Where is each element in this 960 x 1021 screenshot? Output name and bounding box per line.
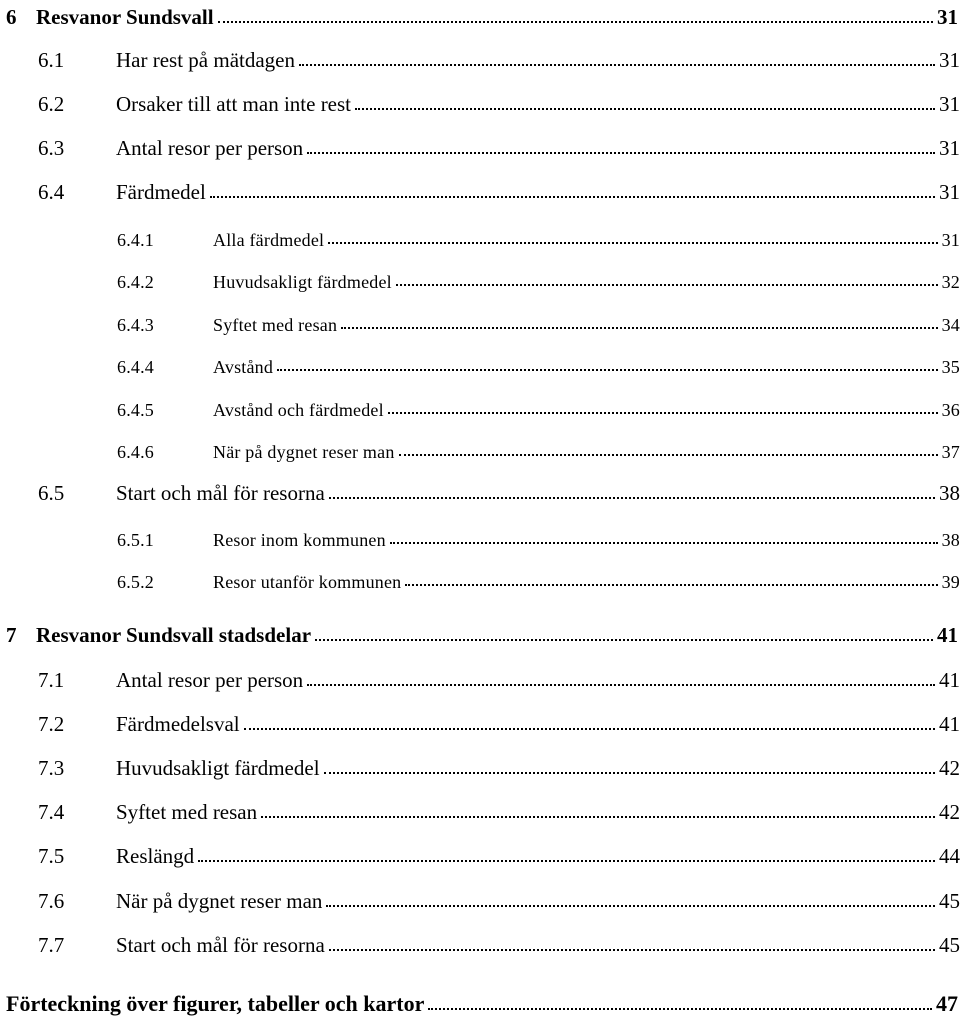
toc-entry-number: 7.7	[38, 933, 65, 957]
toc-entry-title: Resor utanför kommunen	[213, 572, 402, 592]
toc-entry-page: 44	[939, 844, 960, 868]
toc-entry-number: 7.6	[38, 889, 65, 913]
toc-entry-number: 6.5	[38, 481, 65, 505]
toc-entry[interactable]	[0, 795, 960, 825]
toc-entry-title: Resvanor Sundsvall	[36, 5, 214, 29]
toc-entry-page: 39	[941, 572, 960, 592]
dot-leader	[396, 284, 938, 286]
toc-entry-title: Antal resor per person	[116, 136, 304, 160]
toc-entry-page: 32	[941, 272, 960, 292]
dot-leader	[218, 21, 933, 23]
toc-entry[interactable]	[0, 563, 960, 593]
toc-entry-title: Färdmedel	[116, 180, 206, 204]
toc-entry[interactable]	[0, 521, 960, 551]
toc-entry-page: 34	[941, 315, 960, 335]
toc-entry-number: 7.4	[38, 800, 65, 824]
toc-entry-chapter-7[interactable]	[0, 618, 960, 648]
toc-entry[interactable]	[0, 928, 960, 958]
dot-leader	[277, 369, 938, 371]
dot-leader	[388, 412, 938, 414]
toc-entry[interactable]	[0, 43, 960, 73]
toc-entry-page: 41	[937, 623, 958, 647]
toc-entry-page: 41	[939, 668, 960, 692]
dot-leader	[299, 64, 935, 66]
toc-entry-title: Avstånd	[213, 357, 274, 377]
toc-entry-page: 31	[939, 48, 960, 72]
dot-leader	[355, 108, 935, 110]
toc-entry-page: 36	[941, 400, 960, 420]
dot-leader	[428, 1008, 932, 1010]
toc-entry[interactable]	[0, 884, 960, 914]
toc-entry-page: 31	[939, 136, 960, 160]
toc-entry[interactable]	[0, 707, 960, 737]
dot-leader	[307, 152, 935, 154]
toc-entry[interactable]	[0, 433, 960, 463]
toc-entry-title: Resor inom kommunen	[213, 530, 386, 550]
toc-entry-title: När på dygnet reser man	[116, 889, 323, 913]
toc-entry-title: Syftet med resan	[116, 800, 258, 824]
dot-leader	[198, 860, 935, 862]
toc-entry-title: Huvudsakligt färdmedel	[116, 756, 320, 780]
toc-entry-number: 6.1	[38, 48, 65, 72]
toc-entry-chapter-6[interactable]	[0, 0, 960, 30]
toc-entry-page: 41	[939, 712, 960, 736]
toc-entry-title: Huvudsakligt färdmedel	[213, 272, 392, 292]
toc-entry[interactable]	[0, 221, 960, 251]
dot-leader	[399, 454, 938, 456]
toc-entry-number: 7.5	[38, 844, 65, 868]
toc-entry-title: Resvanor Sundsvall stadsdelar	[36, 623, 312, 647]
toc-entry-number: 6	[6, 5, 17, 29]
toc-entry-page: 45	[939, 933, 960, 957]
toc-entry[interactable]	[0, 175, 960, 205]
toc-entry-title: Syftet med resan	[213, 315, 338, 335]
toc-entry-number: 6.4.1	[117, 230, 154, 250]
toc-entry-title: Start och mål för resorna	[116, 481, 325, 505]
toc-entry-number: 6.5.1	[117, 530, 154, 550]
toc-entry-number: 6.4	[38, 180, 65, 204]
toc-entry[interactable]	[0, 476, 960, 506]
toc-entry-number: 6.5.2	[117, 572, 154, 592]
toc-entry[interactable]	[0, 839, 960, 869]
toc-entry[interactable]	[0, 306, 960, 336]
toc-entry-title: Alla färdmedel	[213, 230, 325, 250]
toc-entry-number: 7.3	[38, 756, 65, 780]
toc-entry-page: 42	[939, 756, 960, 780]
toc-entry-page: 35	[941, 357, 960, 377]
toc-entry-number: 6.4.5	[117, 400, 154, 420]
toc-entry-page: 47	[936, 991, 958, 1016]
dot-leader	[328, 242, 937, 244]
toc-entry[interactable]	[0, 663, 960, 693]
toc-entry-number: 6.2	[38, 92, 65, 116]
toc-entry-page: 31	[939, 92, 960, 116]
toc-entry-title: Har rest på mätdagen	[116, 48, 296, 72]
toc-entry-page: 31	[941, 230, 960, 250]
dot-leader	[307, 684, 935, 686]
dot-leader	[210, 196, 935, 198]
toc-entry-number: 6.4.4	[117, 357, 154, 377]
toc-entry-title: Start och mål för resorna	[116, 933, 325, 957]
toc-entry-number: 6.4.2	[117, 272, 154, 292]
toc-entry[interactable]	[0, 348, 960, 378]
toc-entry-page: 38	[939, 481, 960, 505]
toc-entry-number: 6.4.6	[117, 442, 154, 462]
toc-entry-page: 31	[937, 5, 958, 29]
toc-entry-number: 7.1	[38, 668, 65, 692]
dot-leader	[315, 639, 933, 641]
toc-entry-page: 38	[941, 530, 960, 550]
toc-entry-title: Färdmedelsval	[116, 712, 240, 736]
dot-leader	[341, 327, 937, 329]
dot-leader	[329, 949, 935, 951]
toc-entry[interactable]	[0, 87, 960, 117]
dot-leader	[326, 905, 935, 907]
toc-entry-title: Reslängd	[116, 844, 195, 868]
toc-entry-list-of-figures[interactable]	[0, 987, 960, 1017]
dot-leader	[324, 772, 935, 774]
toc-entry[interactable]	[0, 391, 960, 421]
toc-entry-number: 7	[6, 623, 17, 647]
toc-entry-number: 7.2	[38, 712, 65, 736]
toc-entry-title: Antal resor per person	[116, 668, 304, 692]
toc-entry-number: 6.4.3	[117, 315, 154, 335]
toc-entry-page: 31	[939, 180, 960, 204]
dot-leader	[261, 816, 935, 818]
toc-entry-page: 45	[939, 889, 960, 913]
toc-entry-page: 42	[939, 800, 960, 824]
dot-leader	[390, 542, 938, 544]
dot-leader	[329, 497, 935, 499]
toc-entry-title: Avstånd och färdmedel	[213, 400, 384, 420]
toc-entry-number: 6.3	[38, 136, 65, 160]
toc-entry-page: 37	[941, 442, 960, 462]
dot-leader	[244, 728, 935, 730]
dot-leader	[405, 584, 937, 586]
toc-entry-title: Orsaker till att man inte rest	[116, 92, 352, 116]
toc-entry-title: När på dygnet reser man	[213, 442, 395, 462]
toc-entry[interactable]	[0, 263, 960, 293]
toc-entry-title: Förteckning över figurer, tabeller och kartor	[6, 991, 425, 1016]
toc-entry[interactable]	[0, 751, 960, 781]
toc-entry[interactable]	[0, 131, 960, 161]
